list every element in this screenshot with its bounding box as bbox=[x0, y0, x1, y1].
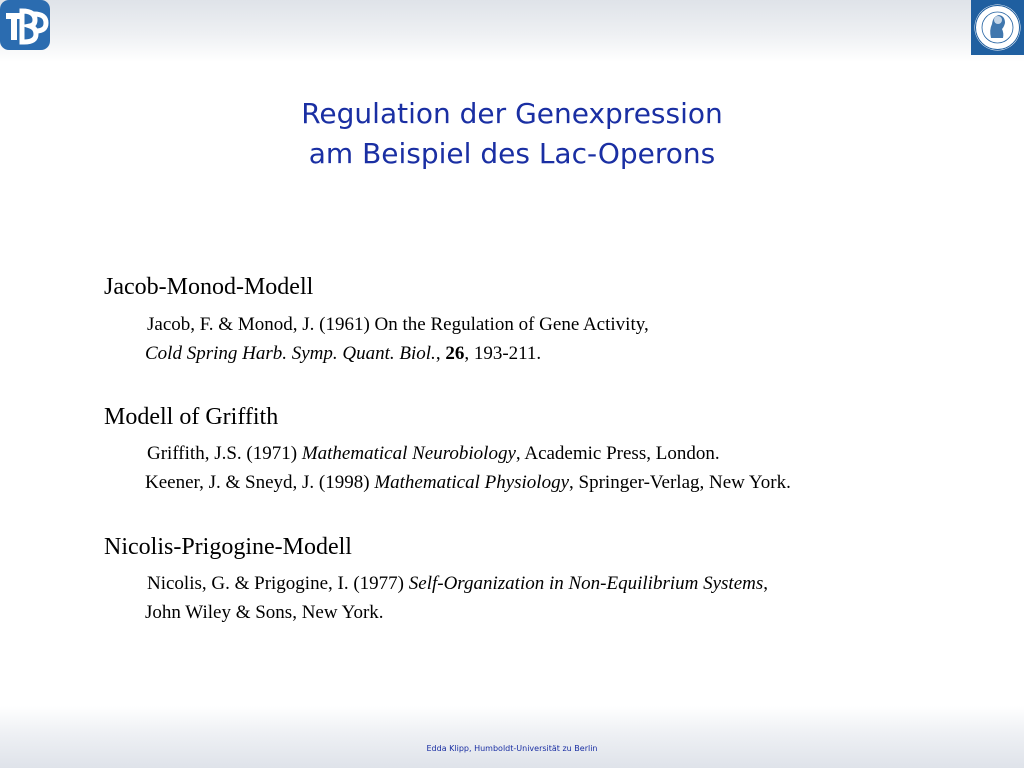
footer-band bbox=[0, 706, 1024, 768]
reference-line bbox=[147, 314, 649, 336]
university-seal-icon bbox=[971, 0, 1024, 55]
reference-text: John Wiley & Sons, New York. bbox=[145, 602, 384, 623]
slide-title bbox=[0, 94, 1024, 174]
journal-title: Cold Spring Harb. Symp. Quant. Biol. bbox=[145, 343, 436, 364]
book-title: Mathematical Neurobiology bbox=[301, 443, 516, 464]
reference-text: Jacob, F. & Monod, J. (1961) On the Regulation of Gene Activity, bbox=[147, 314, 649, 335]
title-line-2: am Beispiel des Lac-Operons bbox=[308, 137, 716, 170]
reference-text: Griffith, J.S. (1971) bbox=[147, 443, 302, 464]
reference-text: , Academic Press, London. bbox=[515, 443, 720, 464]
reference-text: Nicolis, G. & Prigogine, I. (1977) bbox=[147, 573, 409, 594]
section-heading-jacob-monod: Jacob-Monod-Modell bbox=[104, 274, 314, 300]
book-title: Self-Organization in Non-Equilibrium Systems bbox=[408, 573, 764, 594]
reference-line bbox=[147, 443, 720, 465]
book-title: Mathematical Physiology bbox=[374, 472, 570, 493]
header-band bbox=[0, 0, 1024, 62]
title-line-1: Regulation der Genexpression bbox=[301, 97, 723, 130]
reference-line bbox=[145, 343, 541, 365]
reference-text: , bbox=[763, 573, 768, 594]
section-heading-nicolis-prigogine: Nicolis-Prigogine-Modell bbox=[104, 534, 352, 560]
reference-text: , 193-211. bbox=[464, 343, 542, 364]
reference-text: Keener, J. & Sneyd, J. (1998) bbox=[145, 472, 375, 493]
volume-number: 26 bbox=[445, 343, 465, 364]
footer-credit: Edda Klipp, Humboldt-Universität zu Berlin bbox=[426, 744, 598, 753]
reference-line bbox=[145, 602, 384, 624]
reference-line bbox=[147, 573, 768, 595]
reference-line bbox=[145, 472, 791, 494]
tbp-logo-icon bbox=[0, 0, 50, 50]
section-heading-griffith: Modell of Griffith bbox=[104, 404, 279, 430]
reference-text: , Springer-Verlag, New York. bbox=[569, 472, 791, 493]
reference-text: , bbox=[435, 343, 446, 364]
